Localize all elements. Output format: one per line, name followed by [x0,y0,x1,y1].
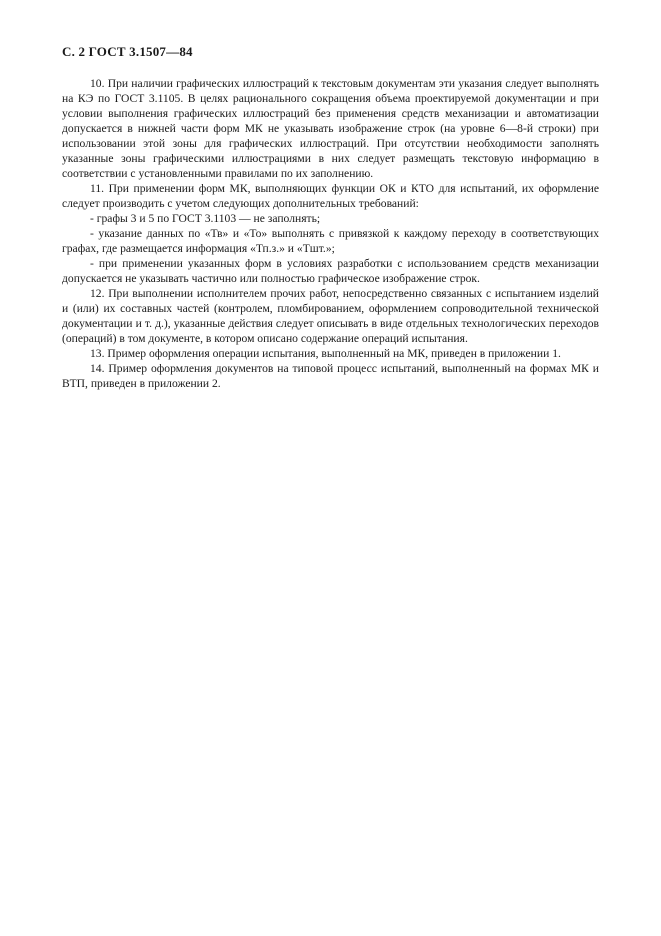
paragraph-10: 10. При наличии графических иллюстраций к текстовым документам эти указания следует выполнять на КЭ по ГОСТ 3.1105. В целях рационального сокращения объема проектируемой документации и при условии выполнения графических иллюстраций без применения средств механизации и автоматизации допускается в нижней части форм МК не указывать изображение строк (на уровне 6—8-й строки) при использовании этой зоны для графических иллюстраций. При отсутствии необходимости заполнять указанные зоны графическими иллюстрациями в них следует размещать текстовую информацию в соответствии с установленными правилами по их заполнению. [62,77,599,180]
list-item-time-data: - указание данных по «Тв» и «То» выполнять с привязкой к каждому переходу в соответствующих графах, где размещается информация «Тп.з.» и «Тшт.»; [62,227,599,255]
page-header: С. 2 ГОСТ 3.1507—84 [62,44,193,59]
paragraph-14: 14. Пример оформления документов на типовой процесс испытаний, выполненный на формах МК и ВТП, приведен в приложении 2. [62,362,599,390]
paragraph-12: 12. При выполнении исполнителем прочих работ, непосредственно связанных с испытанием изделий и (или) их составных частей (контролем, пломбированием, оформлением сопроводительной технической документации и т. д.), указанные действия следует описывать в виде отдельных технологических переходов (операций) в том документе, в котором описано содержание операций испытания. [62,287,599,345]
list-item-mechanization: - при применении указанных форм в условиях разработки с использованием средств механизации допускается не указывать частично или полностью графическое изображение строк. [62,257,599,285]
paragraph-11: 11. При применении форм МК, выполняющих функции ОК и КТО для испытаний, их оформление следует производить с учетом следующих дополнительных требований: [62,182,599,210]
paragraph-13: 13. Пример оформления операции испытания, выполненный на МК, приведен в приложении 1. [90,347,561,360]
document-body [62,76,599,391]
list-item-columns: - графы 3 и 5 по ГОСТ 3.1103 — не заполнять; [90,212,321,225]
